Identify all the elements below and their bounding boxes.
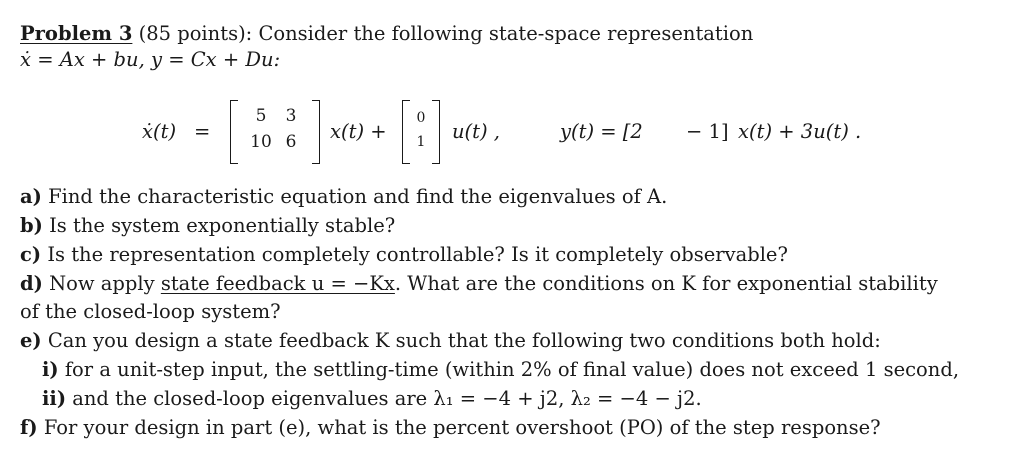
question-text-pre: Now apply: [49, 272, 161, 295]
eq-equals: =: [194, 120, 211, 143]
state-equation-general: ẋ = Ax + bu, y = Cx + Du:: [20, 48, 281, 71]
question-text: of the closed-loop system?: [20, 300, 281, 323]
eq-y-rest: x(t) + 3u(t) .: [738, 120, 862, 143]
state-space-equation: [0, 98, 1024, 166]
question-text-post: . What are the conditions on K for exponential stability: [394, 272, 938, 295]
question-text: For your design in part (e), what is the percent overshoot (PO) of the step response?: [43, 416, 881, 439]
problem-title: Problem 3: [20, 22, 133, 45]
question-e: [20, 329, 881, 353]
question-label: i): [42, 358, 59, 381]
question-text: Can you design a state feedback K such that the following two conditions both hold:: [47, 329, 881, 352]
matrix-a-right-bracket: [312, 100, 320, 164]
question-text: and the closed-loop eigenvalues are λ₁ = −4 + j2, λ₂ = −4 − j2.: [72, 387, 702, 410]
vector-b-cell: 1: [416, 134, 426, 150]
question-d-continued: [20, 300, 281, 324]
question-text: Is the representation completely controllable? Is it completely observable?: [47, 243, 788, 266]
question-label: e): [20, 329, 42, 352]
problem-intro: (85 points): Consider the following state-space representation: [138, 22, 754, 45]
eq-y-lhs: y(t) = [2: [560, 120, 643, 143]
matrix-a: [230, 98, 320, 164]
eq-c2: − 1]: [686, 120, 729, 143]
vector-b-left-bracket: [402, 100, 410, 164]
question-label: ii): [42, 387, 67, 410]
matrix-a-left-bracket: [230, 100, 238, 164]
question-text: for a unit-step input, the settling-time (within 2% of final value) does not exceed 1 second,: [64, 358, 960, 381]
state-feedback-term: state feedback u = −Kx: [160, 272, 395, 295]
problem-header: [20, 22, 753, 46]
question-c: [20, 243, 788, 267]
eq-u-term: u(t) ,: [452, 120, 501, 143]
matrix-a-cell: 5: [255, 106, 267, 126]
question-text: Is the system exponentially stable?: [49, 214, 396, 237]
vector-b: [402, 98, 440, 164]
question-a: [20, 185, 667, 209]
eq-lhs: ẋ(t): [142, 120, 177, 143]
question-text: Find the characteristic equation and find the eigenvalues of A.: [48, 185, 668, 208]
question-d: [20, 272, 938, 296]
question-label: d): [20, 272, 43, 295]
question-b: [20, 214, 395, 238]
matrix-a-cell: 6: [285, 132, 297, 152]
question-label: b): [20, 214, 43, 237]
question-label: f): [20, 416, 38, 439]
question-f: [20, 416, 881, 440]
question-label: c): [20, 243, 42, 266]
vector-b-right-bracket: [432, 100, 440, 164]
eq-x-term: x(t) +: [330, 120, 387, 143]
matrix-a-cell: 3: [285, 106, 297, 126]
matrix-a-cell: 10: [250, 132, 272, 152]
question-e-i: [42, 358, 959, 382]
vector-b-cell: 0: [416, 110, 426, 126]
question-label: a): [20, 185, 42, 208]
question-e-ii: [42, 387, 702, 411]
